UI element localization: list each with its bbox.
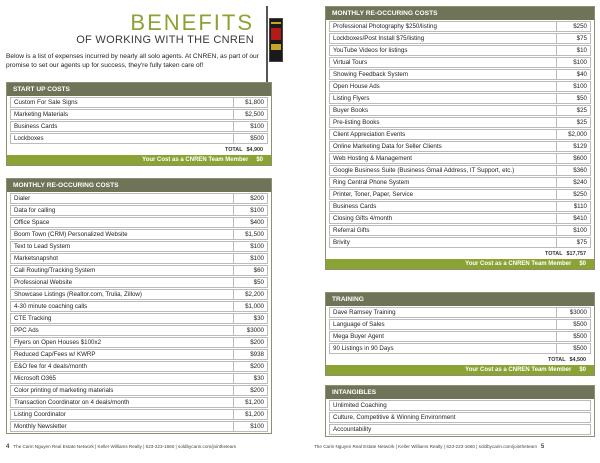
intangibles-rows — [326, 399, 594, 435]
row-label: Call Routing/Tracking System — [10, 265, 234, 276]
row-value: $200 — [234, 337, 268, 348]
row-label: Unlimited Coaching — [329, 400, 591, 411]
table-row — [329, 117, 591, 128]
row-value: $50 — [557, 93, 591, 104]
row-value: $938 — [234, 349, 268, 360]
table-row — [10, 421, 268, 432]
monthly-costs-rows-left — [7, 192, 271, 432]
row-value: $240 — [557, 177, 591, 188]
row-value: $25 — [557, 117, 591, 128]
startup-total: TOTAL $4,900 — [225, 147, 263, 153]
row-value: $75 — [557, 33, 591, 44]
table-row — [10, 277, 268, 288]
table-row — [10, 121, 268, 132]
row-value: $3000 — [234, 325, 268, 336]
row-label: Pre-listing Books — [329, 117, 557, 128]
row-label: Showcase Listings (Realtor.com, Trulia, Zillow) — [10, 289, 234, 300]
row-value: $30 — [234, 373, 268, 384]
monthly-costs-rows-right — [326, 20, 594, 248]
page-number-left: 4 — [6, 444, 10, 450]
monthly-costs-header-left: MONTHLY RE-OCCURING COSTS — [7, 179, 271, 192]
table-row — [329, 141, 591, 152]
row-label: Listing Flyers — [329, 93, 557, 104]
table-row — [329, 153, 591, 164]
row-value: $600 — [557, 153, 591, 164]
startup-costs-table — [6, 82, 272, 166]
table-row — [329, 412, 591, 423]
table-row — [10, 385, 268, 396]
table-row — [10, 217, 268, 228]
table-row — [10, 397, 268, 408]
training-rows — [326, 306, 594, 354]
table-row — [10, 205, 268, 216]
table-row — [329, 93, 591, 104]
intangibles-table — [325, 385, 595, 437]
table-row — [329, 105, 591, 116]
table-row — [10, 337, 268, 348]
row-label: Referral Gifts — [329, 225, 557, 236]
row-value: $410 — [557, 213, 591, 224]
row-value: $50 — [234, 277, 268, 288]
table-row — [329, 201, 591, 212]
table-row — [329, 57, 591, 68]
table-row — [329, 331, 591, 342]
table-row — [10, 133, 268, 144]
row-label: Culture, Competitive & Winning Environment — [329, 412, 591, 423]
row-label: Google Business Suite (Business Gmail Address, IT Support, etc.) — [329, 165, 557, 176]
row-value: $30 — [234, 313, 268, 324]
row-value: $500 — [557, 319, 591, 330]
row-value: $60 — [234, 265, 268, 276]
row-value: $500 — [557, 331, 591, 342]
table-row — [329, 69, 591, 80]
row-value: $360 — [557, 165, 591, 176]
benefits-subheading: OF WORKING WITH THE CNREN — [76, 34, 254, 46]
row-label: Dave Ramsey Training — [329, 307, 557, 318]
table-row — [10, 361, 268, 372]
row-value: $2,000 — [557, 129, 591, 140]
row-label: Client Appreciation Events — [329, 129, 557, 140]
row-value: $100 — [234, 241, 268, 252]
monthly-member-cost: Your Cost as a CNREN Team Member $0 — [326, 259, 594, 269]
training-table — [325, 292, 595, 376]
table-row — [329, 319, 591, 330]
row-value: $10 — [557, 45, 591, 56]
row-value: $25 — [557, 105, 591, 116]
row-value: $100 — [234, 121, 268, 132]
row-label: Data for calling — [10, 205, 234, 216]
row-value: $1,800 — [234, 97, 268, 108]
table-row — [329, 21, 591, 32]
startup-costs-rows — [7, 96, 271, 144]
row-value: $1,200 — [234, 397, 268, 408]
row-value: $250 — [557, 189, 591, 200]
table-row — [10, 241, 268, 252]
footer-left — [6, 444, 236, 450]
table-row — [10, 97, 268, 108]
row-label: Open House Ads — [329, 81, 557, 92]
row-value: $200 — [234, 193, 268, 204]
table-row — [10, 409, 268, 420]
table-row — [10, 265, 268, 276]
table-row — [329, 307, 591, 318]
footer-text-right: The Carin Nguyen Real Estate Network | Keller Williams Realty | 623-223-1660 | soldbycarin.com/jointheteam — [314, 444, 537, 449]
table-row — [10, 325, 268, 336]
table-row — [10, 289, 268, 300]
row-label: Lockboxes — [10, 133, 234, 144]
training-member-cost: Your Cost as a CNREN Team Member $0 — [326, 365, 594, 375]
row-label: Language of Sales — [329, 319, 557, 330]
footer-text-left: The Carin Nguyen Real Estate Network | Keller Williams Realty | 623-223-1660 | soldbycarin.com/jointheteam — [13, 444, 237, 449]
row-label: PPC Ads — [10, 325, 234, 336]
row-label: 4-30 minute coaching calls — [10, 301, 234, 312]
training-header: TRAINING — [326, 293, 594, 306]
row-label: YouTube Videos for listings — [329, 45, 557, 56]
row-value: $100 — [234, 421, 268, 432]
table-row — [329, 129, 591, 140]
row-label: Closing Gifts 4/month — [329, 213, 557, 224]
footer-right — [314, 444, 548, 450]
startup-member-cost: Your Cost as a CNREN Team Member $0 — [7, 155, 271, 165]
table-row — [10, 109, 268, 120]
row-label: Text to Lead System — [10, 241, 234, 252]
row-value: $400 — [234, 217, 268, 228]
table-row — [329, 177, 591, 188]
row-label: Color printing of marketing materials — [10, 385, 234, 396]
intangibles-header: INTANGIBLES — [326, 386, 594, 399]
intro-paragraph: Below is a list of expenses incurred by nearly all solo agents. At CNREN, as part of our promise to set our agents up for success, they're fully taken care of! — [6, 53, 259, 69]
row-label: Custom For Sale Signs — [10, 97, 234, 108]
row-label: Showing Feedback System — [329, 69, 557, 80]
row-value: $100 — [234, 253, 268, 264]
row-label: Lockboxes/Post Install $75/listing — [329, 33, 557, 44]
row-label: Transaction Coordinator on 4 deals/month — [10, 397, 234, 408]
training-total: TOTAL $4,500 — [548, 357, 586, 363]
table-row — [329, 213, 591, 224]
table-row — [329, 165, 591, 176]
row-value: $200 — [234, 385, 268, 396]
row-label: Reduced Cap/Fees w/ KWRP — [10, 349, 234, 360]
row-label: Flyers on Open Houses $100x2 — [10, 337, 234, 348]
row-label: Business Cards — [329, 201, 557, 212]
row-label: Professional Photography $250/listing — [329, 21, 557, 32]
for-sale-sign-image — [262, 6, 284, 86]
table-row — [10, 373, 268, 384]
table-row — [10, 313, 268, 324]
table-row — [329, 343, 591, 354]
row-label: Online Marketing Data for Seller Clients — [329, 141, 557, 152]
row-label: Microsoft O365 — [10, 373, 234, 384]
row-value: $100 — [557, 57, 591, 68]
row-value: $500 — [234, 133, 268, 144]
table-row — [329, 424, 591, 435]
row-value: $2,200 — [234, 289, 268, 300]
row-value: $75 — [557, 237, 591, 248]
table-row — [329, 189, 591, 200]
row-label: Marketsnapshot — [10, 253, 234, 264]
benefits-hero — [34, 12, 254, 47]
row-value: $500 — [557, 343, 591, 354]
table-row — [10, 193, 268, 204]
table-row — [329, 225, 591, 236]
row-label: Marketing Materials — [10, 109, 234, 120]
monthly-costs-header-right: MONTHLY RE-OCCURING COSTS — [326, 7, 594, 20]
row-value: $100 — [557, 225, 591, 236]
row-label: Accountability — [329, 424, 591, 435]
row-label: Monthly Newsletter — [10, 421, 234, 432]
row-label: Mega Buyer Agent — [329, 331, 557, 342]
row-value: $1,500 — [234, 229, 268, 240]
benefits-heading: BENEFITS — [130, 10, 254, 35]
row-value: $1,000 — [234, 301, 268, 312]
row-value: $110 — [557, 201, 591, 212]
table-row — [329, 45, 591, 56]
row-label: Business Cards — [10, 121, 234, 132]
table-row — [329, 81, 591, 92]
table-row — [10, 253, 268, 264]
monthly-costs-table-left — [6, 178, 272, 434]
row-value: $2,500 — [234, 109, 268, 120]
row-label: Ring Central Phone System — [329, 177, 557, 188]
startup-costs-header: START UP COSTS — [7, 83, 271, 96]
row-label: E&O fee for 4 deals/month — [10, 361, 234, 372]
row-value: $1,200 — [234, 409, 268, 420]
table-row — [329, 33, 591, 44]
row-label: Virtual Tours — [329, 57, 557, 68]
row-value: $200 — [234, 361, 268, 372]
row-label: Dialer — [10, 193, 234, 204]
row-label: Listing Coordinator — [10, 409, 234, 420]
row-value: $100 — [557, 81, 591, 92]
row-label: CTE Tracking — [10, 313, 234, 324]
row-label: Buyer Books — [329, 105, 557, 116]
page-number-right: 5 — [540, 444, 545, 450]
table-row — [329, 400, 591, 411]
table-row — [10, 229, 268, 240]
row-label: Web Hosting & Management — [329, 153, 557, 164]
row-value: $100 — [234, 205, 268, 216]
row-label: Printer, Toner, Paper, Service — [329, 189, 557, 200]
monthly-total: TOTAL $17,757 — [545, 251, 586, 257]
table-row — [10, 301, 268, 312]
row-label: Professional Website — [10, 277, 234, 288]
row-label: Boom Town (CRM) Personalized Website — [10, 229, 234, 240]
row-value: $129 — [557, 141, 591, 152]
right-page — [300, 0, 600, 463]
row-value: $3000 — [557, 307, 591, 318]
row-label: Brivity — [329, 237, 557, 248]
row-label: Office Space — [10, 217, 234, 228]
table-row — [329, 237, 591, 248]
row-value: $40 — [557, 69, 591, 80]
table-row — [10, 349, 268, 360]
monthly-costs-table-right — [325, 6, 595, 270]
row-label: 90 Listings in 90 Days — [329, 343, 557, 354]
row-value: $250 — [557, 21, 591, 32]
